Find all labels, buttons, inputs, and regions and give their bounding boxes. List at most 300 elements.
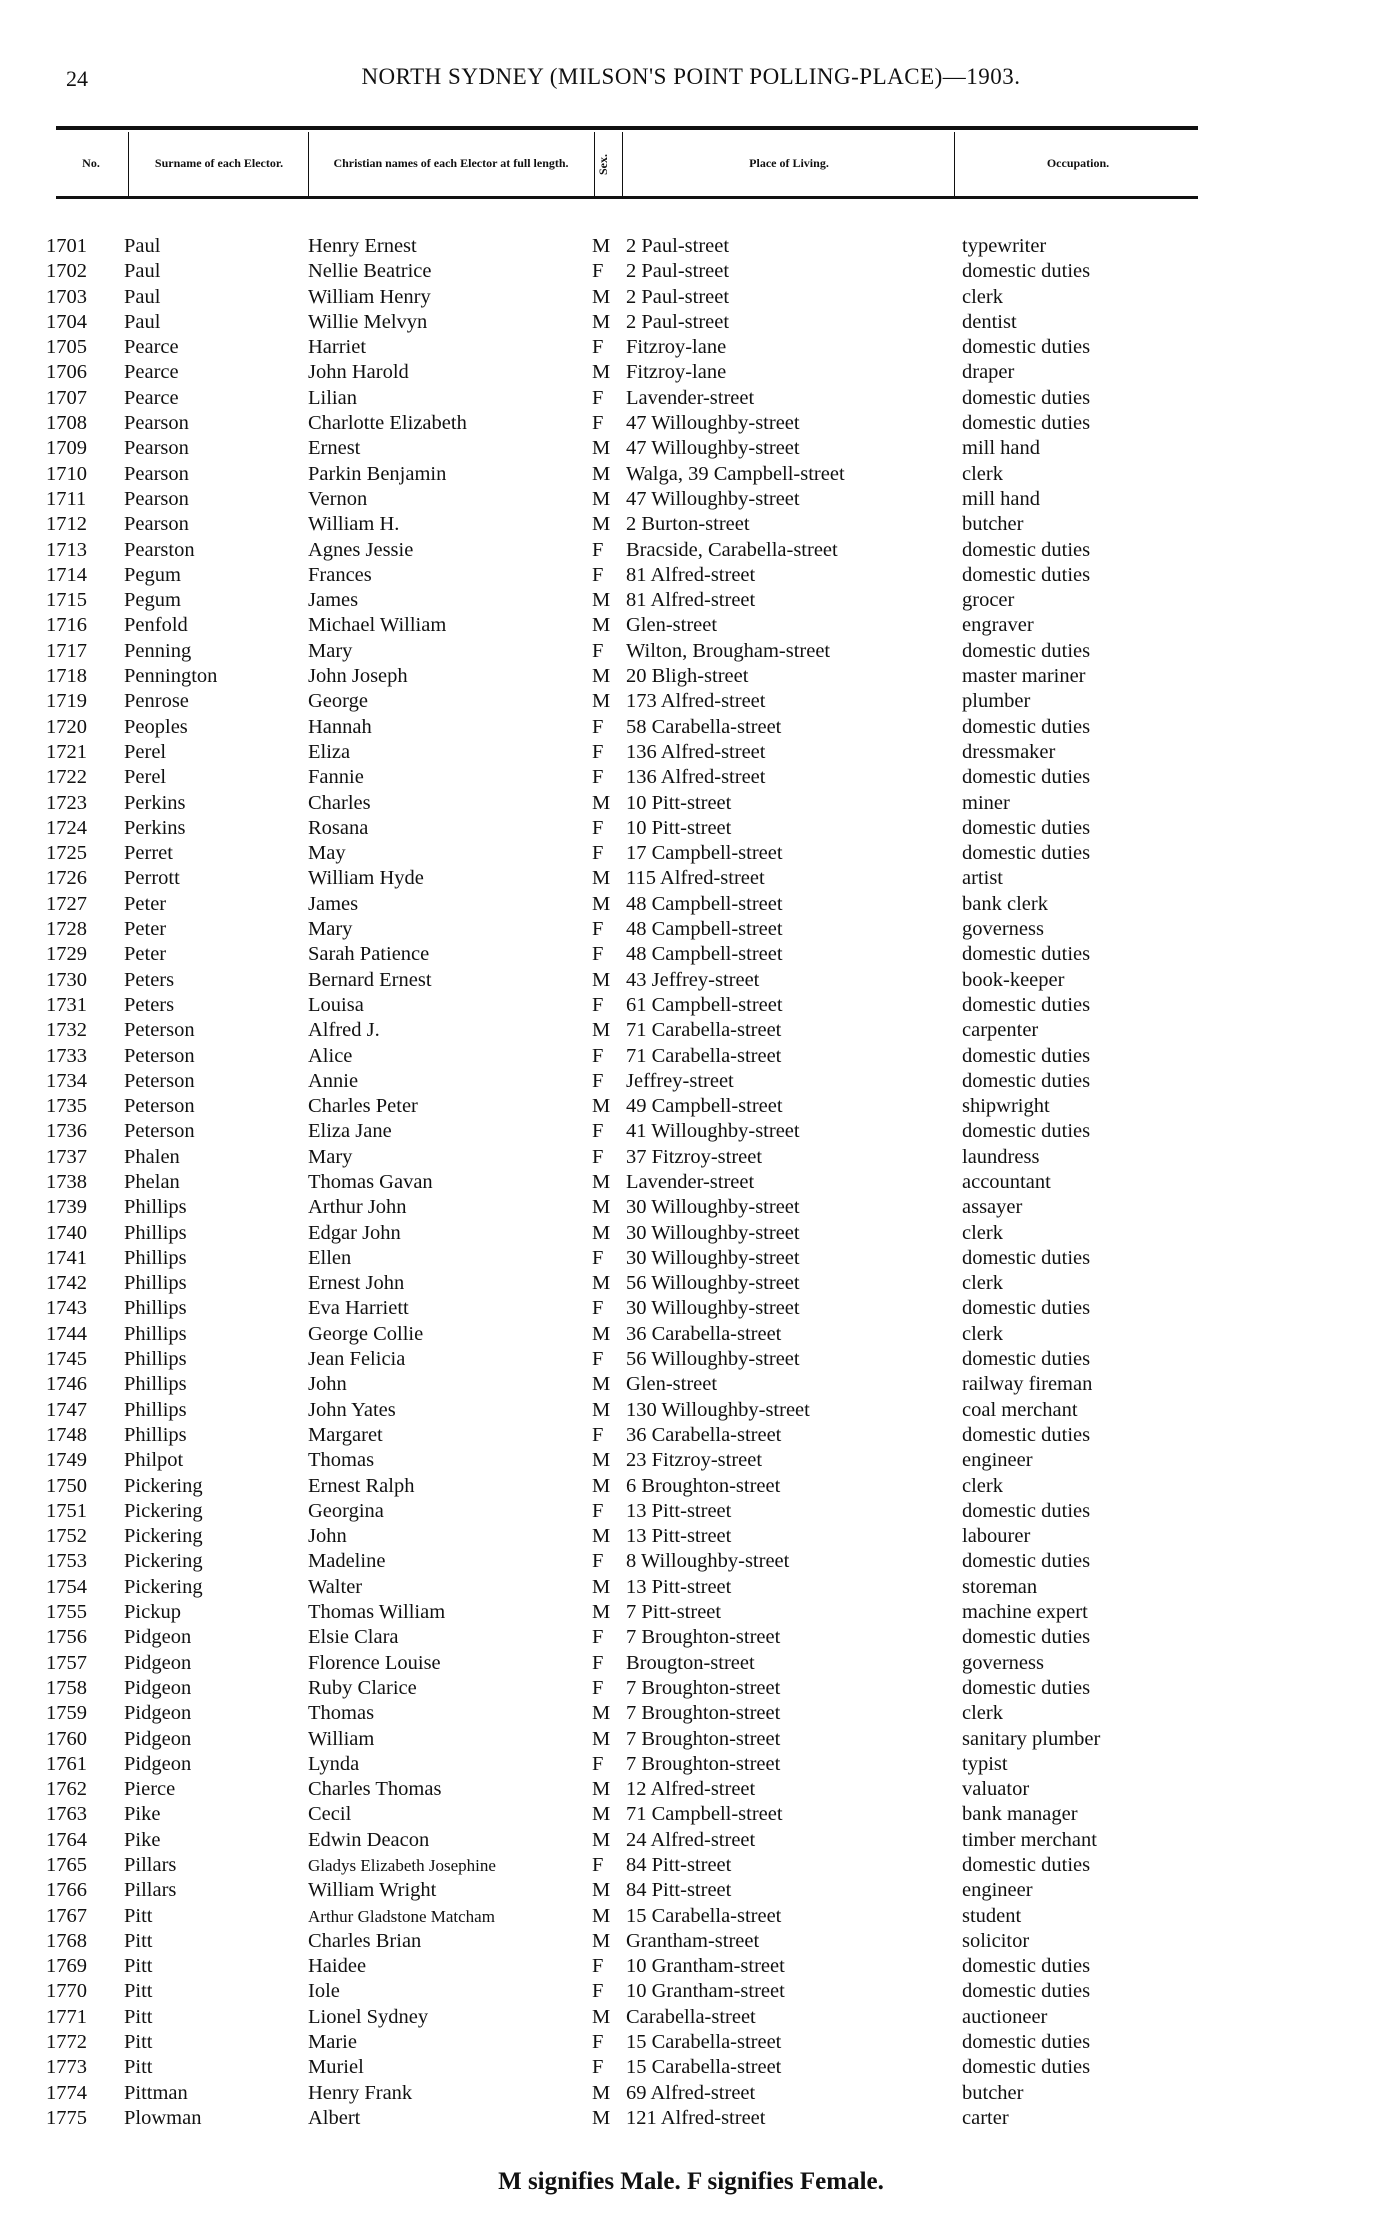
elector-place-of-living: 15 Carabella-street: [626, 1904, 782, 1927]
elector-christian-names: James: [308, 892, 359, 915]
elector-christian-names: Jean Felicia: [308, 1348, 406, 1371]
elector-occupation: grocer: [962, 589, 1015, 612]
elector-number: 1752: [46, 1525, 87, 1548]
table-row: [0, 1904, 1382, 1929]
elector-sex: M: [592, 690, 611, 713]
elector-number: 1758: [46, 1676, 87, 1699]
table-row: [0, 1777, 1382, 1802]
elector-number: 1760: [46, 1727, 87, 1750]
table-row: [0, 2055, 1382, 2080]
elector-surname: Peterson: [124, 1069, 195, 1092]
elector-occupation: domestic duties: [962, 842, 1091, 865]
elector-surname: Paul: [124, 310, 161, 333]
elector-sex: M: [592, 589, 611, 612]
elector-place-of-living: 7 Broughton-street: [626, 1676, 781, 1699]
elector-christian-names: Madeline: [308, 1550, 386, 1573]
elector-sex: F: [592, 1499, 604, 1522]
elector-place-of-living: 7 Broughton-street: [626, 1752, 781, 1775]
elector-surname: Pidgeon: [124, 1752, 192, 1775]
elector-sex: M: [592, 462, 611, 485]
elector-surname: Phalen: [124, 1145, 180, 1168]
elector-surname: Perret: [124, 842, 173, 865]
elector-place-of-living: 7 Pitt-street: [626, 1601, 722, 1624]
elector-sex: M: [592, 1221, 611, 1244]
elector-christian-names: Thomas Gavan: [308, 1170, 433, 1193]
elector-surname: Pearson: [124, 487, 189, 510]
elector-occupation: domestic duties: [962, 563, 1091, 586]
elector-sex: M: [592, 968, 611, 991]
elector-christian-names: Agnes Jessie: [308, 538, 414, 561]
elector-place-of-living: 71 Campbell-street: [626, 1803, 783, 1826]
elector-number: 1755: [46, 1601, 87, 1624]
table-row: [0, 1701, 1382, 1726]
elector-christian-names: Gladys Elizabeth Josephine: [308, 1856, 496, 1875]
elector-christian-names: Louisa: [308, 993, 364, 1016]
table-row: [0, 512, 1382, 537]
elector-surname: Pitt: [124, 1980, 153, 2003]
sex-legend: M signifies Male. F signifies Female.: [498, 2168, 884, 2195]
elector-occupation: domestic duties: [962, 538, 1091, 561]
elector-surname: Peters: [124, 968, 175, 991]
table-row: [0, 1094, 1382, 1119]
elector-surname: Peter: [124, 892, 167, 915]
table-row: [0, 1398, 1382, 1423]
elector-occupation: laundress: [962, 1145, 1040, 1168]
elector-occupation: domestic duties: [962, 1980, 1091, 2003]
elector-christian-names: Mary: [308, 1145, 353, 1168]
elector-christian-names: Arthur John: [308, 1196, 407, 1219]
table-row: [0, 1119, 1382, 1144]
elector-place-of-living: 130 Willoughby-street: [626, 1398, 810, 1421]
elector-number: 1707: [46, 386, 87, 409]
elector-christian-names: Parkin Benjamin: [308, 462, 447, 485]
elector-surname: Pickup: [124, 1601, 181, 1624]
elector-place-of-living: 2 Burton-street: [626, 513, 750, 536]
elector-place-of-living: Grantham-street: [626, 1929, 760, 1952]
elector-occupation: railway fireman: [962, 1373, 1093, 1396]
table-row: [0, 1954, 1382, 1979]
table-row: [0, 259, 1382, 284]
elector-christian-names: Marie: [308, 2031, 357, 2054]
elector-sex: F: [592, 1246, 604, 1269]
elector-place-of-living: Brougton-street: [626, 1651, 755, 1674]
elector-christian-names: Ernest: [308, 437, 361, 460]
elector-place-of-living: 24 Alfred-street: [626, 1828, 756, 1851]
elector-christian-names: Edwin Deacon: [308, 1828, 430, 1851]
elector-christian-names: Georgina: [308, 1499, 384, 1522]
elector-place-of-living: 10 Grantham-street: [626, 1955, 785, 1978]
elector-sex: F: [592, 1651, 604, 1674]
elector-sex: M: [592, 1828, 611, 1851]
table-row: [0, 411, 1382, 436]
elector-place-of-living: 47 Willoughby-street: [626, 487, 800, 510]
elector-occupation: plumber: [962, 690, 1031, 713]
elector-occupation: domestic duties: [962, 260, 1091, 283]
elector-number: 1747: [46, 1398, 87, 1421]
elector-surname: Pike: [124, 1803, 161, 1826]
elector-surname: Pitt: [124, 2031, 153, 2054]
elector-christian-names: John: [308, 1373, 347, 1396]
elector-place-of-living: 13 Pitt-street: [626, 1525, 732, 1548]
elector-sex: M: [592, 1272, 611, 1295]
column-divider: [622, 132, 623, 196]
elector-surname: Perrott: [124, 867, 180, 890]
elector-occupation: domestic duties: [962, 1246, 1091, 1269]
table-row: [0, 310, 1382, 335]
table-row: [0, 1195, 1382, 1220]
elector-number: 1706: [46, 361, 87, 384]
elector-christian-names: Thomas William: [308, 1601, 446, 1624]
elector-surname: Pegum: [124, 563, 181, 586]
table-row: [0, 335, 1382, 360]
elector-surname: Phillips: [124, 1196, 187, 1219]
elector-surname: Pearston: [124, 538, 195, 561]
elector-number: 1771: [46, 2005, 87, 2028]
elector-sex: F: [592, 740, 604, 763]
elector-sex: F: [592, 386, 604, 409]
header-rule-bottom: [56, 196, 1198, 199]
elector-place-of-living: 10 Pitt-street: [626, 816, 732, 839]
elector-place-of-living: 56 Willoughby-street: [626, 1272, 800, 1295]
elector-number: 1730: [46, 968, 87, 991]
table-row: [0, 1474, 1382, 1499]
elector-surname: Phillips: [124, 1423, 187, 1446]
elector-number: 1743: [46, 1297, 87, 1320]
elector-christian-names: George: [308, 690, 368, 713]
elector-place-of-living: 48 Campbell-street: [626, 892, 783, 915]
elector-number: 1705: [46, 336, 87, 359]
elector-surname: Pidgeon: [124, 1626, 192, 1649]
elector-number: 1721: [46, 740, 87, 763]
elector-place-of-living: 6 Broughton-street: [626, 1474, 781, 1497]
table-row: [0, 1853, 1382, 1878]
elector-number: 1775: [46, 2106, 87, 2129]
elector-christian-names: Iole: [308, 1980, 340, 2003]
elector-place-of-living: 115 Alfred-street: [626, 867, 765, 890]
elector-place-of-living: 7 Broughton-street: [626, 1702, 781, 1725]
elector-christian-names: Charles: [308, 791, 371, 814]
elector-occupation: typewriter: [962, 235, 1047, 257]
elector-sex: M: [592, 1398, 611, 1421]
table-row: [0, 917, 1382, 942]
elector-place-of-living: 17 Campbell-street: [626, 842, 783, 865]
elector-place-of-living: 173 Alfred-street: [626, 690, 766, 713]
elector-place-of-living: Wilton, Brougham-street: [626, 639, 831, 662]
table-row: [0, 1575, 1382, 1600]
elector-christian-names: Rosana: [308, 816, 369, 839]
elector-sex: M: [592, 361, 611, 384]
table-row: [0, 1296, 1382, 1321]
elector-sex: M: [592, 1575, 611, 1598]
elector-occupation: clerk: [962, 1322, 1003, 1345]
elector-christian-names: Fannie: [308, 766, 364, 789]
elector-occupation: assayer: [962, 1196, 1023, 1219]
elector-occupation: artist: [962, 867, 1003, 890]
elector-place-of-living: 30 Willoughby-street: [626, 1246, 800, 1269]
elector-christian-names: Lynda: [308, 1752, 360, 1775]
elector-christian-names: Frances: [308, 563, 372, 586]
table-row: [0, 2005, 1382, 2030]
elector-sex: M: [592, 437, 611, 460]
elector-place-of-living: 30 Willoughby-street: [626, 1297, 800, 1320]
elector-number: 1769: [46, 1955, 87, 1978]
elector-occupation: domestic duties: [962, 1297, 1091, 1320]
elector-christian-names: Mary: [308, 918, 353, 941]
elector-number: 1734: [46, 1069, 87, 1092]
elector-occupation: domestic duties: [962, 1955, 1091, 1978]
table-row: [0, 968, 1382, 993]
table-row: [0, 1271, 1382, 1296]
elector-number: 1757: [46, 1651, 87, 1674]
elector-surname: Paul: [124, 235, 161, 257]
elector-number: 1713: [46, 538, 87, 561]
table-row: [0, 866, 1382, 891]
elector-surname: Pickering: [124, 1474, 203, 1497]
elector-christian-names: Henry Frank: [308, 2081, 413, 2104]
elector-number: 1717: [46, 639, 87, 662]
elector-surname: Pidgeon: [124, 1676, 192, 1699]
table-row: [0, 664, 1382, 689]
elector-surname: Peterson: [124, 1095, 195, 1118]
elector-number: 1759: [46, 1702, 87, 1725]
elector-number: 1749: [46, 1449, 87, 1472]
elector-number: 1736: [46, 1120, 87, 1143]
elector-occupation: auctioneer: [962, 2005, 1048, 2028]
elector-place-of-living: 81 Alfred-street: [626, 589, 756, 612]
elector-surname: Pidgeon: [124, 1651, 192, 1674]
elector-sex: M: [592, 1601, 611, 1624]
elector-sex: F: [592, 1120, 604, 1143]
elector-christian-names: Willie Melvyn: [308, 310, 428, 333]
elector-occupation: butcher: [962, 513, 1024, 536]
elector-number: 1756: [46, 1626, 87, 1649]
elector-sex: F: [592, 1044, 604, 1067]
elector-surname: Phillips: [124, 1322, 187, 1345]
elector-number: 1742: [46, 1272, 87, 1295]
elector-surname: Pickering: [124, 1575, 203, 1598]
table-row: [0, 1322, 1382, 1347]
elector-sex: M: [592, 614, 611, 637]
elector-occupation: domestic duties: [962, 943, 1091, 966]
table-row: [0, 1979, 1382, 2004]
elector-place-of-living: 37 Fitzroy-street: [626, 1145, 763, 1168]
elector-number: 1726: [46, 867, 87, 890]
elector-number: 1770: [46, 1980, 87, 2003]
elector-occupation: engraver: [962, 614, 1034, 637]
elector-number: 1731: [46, 993, 87, 1016]
elector-sex: M: [592, 1879, 611, 1902]
elector-occupation: valuator: [962, 1778, 1030, 1801]
table-row: [0, 993, 1382, 1018]
elector-surname: Perel: [124, 740, 167, 763]
elector-place-of-living: Fitzroy-lane: [626, 336, 727, 359]
elector-sex: F: [592, 563, 604, 586]
elector-christian-names: James: [308, 589, 359, 612]
elector-sex: M: [592, 1474, 611, 1497]
elector-number: 1709: [46, 437, 87, 460]
elector-occupation: domestic duties: [962, 1550, 1091, 1573]
elector-number: 1704: [46, 310, 87, 333]
elector-occupation: mill hand: [962, 437, 1041, 460]
elector-occupation: domestic duties: [962, 1676, 1091, 1699]
table-row: [0, 1524, 1382, 1549]
elector-sex: M: [592, 235, 611, 257]
elector-number: 1761: [46, 1752, 87, 1775]
elector-place-of-living: 7 Broughton-street: [626, 1727, 781, 1750]
elector-christian-names: Eliza Jane: [308, 1120, 392, 1143]
elector-christian-names: Margaret: [308, 1423, 383, 1446]
elector-occupation: domestic duties: [962, 1854, 1091, 1876]
elector-sex: M: [592, 1727, 611, 1750]
elector-surname: Pearson: [124, 437, 189, 460]
elector-place-of-living: 136 Alfred-street: [626, 740, 766, 763]
elector-occupation: domestic duties: [962, 1626, 1091, 1649]
elector-number: 1718: [46, 665, 87, 688]
elector-christian-names: William Wright: [308, 1879, 437, 1902]
elector-number: 1750: [46, 1474, 87, 1497]
table-row: [0, 1802, 1382, 1827]
elector-place-of-living: 23 Fitzroy-street: [626, 1449, 763, 1472]
elector-occupation: domestic duties: [962, 1423, 1091, 1446]
elector-occupation: engineer: [962, 1449, 1033, 1472]
elector-place-of-living: Jeffrey-street: [626, 1069, 734, 1092]
elector-christian-names: George Collie: [308, 1322, 424, 1345]
elector-number: 1768: [46, 1929, 87, 1952]
elector-surname: Phillips: [124, 1348, 187, 1371]
elector-place-of-living: 2 Paul-street: [626, 310, 730, 333]
elector-occupation: governess: [962, 1651, 1044, 1674]
table-row: [0, 360, 1382, 385]
elector-place-of-living: 84 Pitt-street: [626, 1879, 732, 1902]
elector-surname: Pegum: [124, 589, 181, 612]
elector-number: 1722: [46, 766, 87, 789]
elector-christian-names: Sarah Patience: [308, 943, 430, 966]
elector-christian-names: Eliza: [308, 740, 351, 763]
table-row: [0, 1828, 1382, 1853]
elector-place-of-living: 136 Alfred-street: [626, 766, 766, 789]
elector-surname: Phillips: [124, 1221, 187, 1244]
elector-place-of-living: Fitzroy-lane: [626, 361, 727, 384]
table-row: [0, 1499, 1382, 1524]
elector-number: 1710: [46, 462, 87, 485]
elector-surname: Phelan: [124, 1170, 180, 1193]
elector-place-of-living: Walga, 39 Campbell-street: [626, 462, 845, 485]
table-row: [0, 942, 1382, 967]
elector-surname: Pitt: [124, 2056, 153, 2079]
elector-number: 1767: [46, 1904, 87, 1927]
elector-sex: F: [592, 412, 604, 435]
elector-sex: F: [592, 1676, 604, 1699]
table-row: [0, 1145, 1382, 1170]
elector-number: 1712: [46, 513, 87, 536]
elector-surname: Perkins: [124, 816, 186, 839]
table-row: [0, 2106, 1382, 2131]
table-row: [0, 1018, 1382, 1043]
column-header-surname: Surname of each Elector.: [154, 155, 284, 170]
elector-occupation: master mariner: [962, 665, 1086, 688]
column-divider: [128, 132, 129, 196]
page-number: 24: [66, 66, 88, 91]
elector-surname: Pearce: [124, 336, 179, 359]
elector-surname: Pidgeon: [124, 1702, 192, 1725]
elector-christian-names: John Yates: [308, 1398, 396, 1421]
elector-sex: M: [592, 487, 611, 510]
elector-christian-names: Ellen: [308, 1246, 352, 1269]
elector-occupation: domestic duties: [962, 336, 1091, 359]
elector-sex: F: [592, 842, 604, 865]
elector-christian-names: Alfred J.: [308, 1019, 380, 1042]
elector-place-of-living: 8 Willoughby-street: [626, 1550, 790, 1573]
elector-surname: Pillars: [124, 1854, 177, 1876]
table-row: [0, 538, 1382, 563]
elector-number: 1723: [46, 791, 87, 814]
elector-surname: Peterson: [124, 1120, 195, 1143]
elector-surname: Peters: [124, 993, 175, 1016]
table-row: [0, 1651, 1382, 1676]
elector-sex: F: [592, 336, 604, 359]
elector-occupation: governess: [962, 918, 1044, 941]
table-row: [0, 715, 1382, 740]
elector-place-of-living: 48 Campbell-street: [626, 918, 783, 941]
table-row: [0, 1676, 1382, 1701]
elector-sex: F: [592, 538, 604, 561]
elector-christian-names: Hannah: [308, 715, 372, 738]
header-rule-top: [56, 126, 1198, 130]
elector-occupation: engineer: [962, 1879, 1033, 1902]
elector-place-of-living: 2 Paul-street: [626, 260, 730, 283]
elector-christian-names: William H.: [308, 513, 400, 536]
table-row: [0, 740, 1382, 765]
elector-place-of-living: 15 Carabella-street: [626, 2031, 782, 2054]
elector-sex: F: [592, 639, 604, 662]
elector-place-of-living: 71 Carabella-street: [626, 1044, 782, 1067]
table-row: [0, 386, 1382, 411]
elector-christian-names: Harriet: [308, 336, 367, 359]
elector-place-of-living: 41 Willoughby-street: [626, 1120, 800, 1143]
elector-sex: M: [592, 867, 611, 890]
elector-surname: Pearce: [124, 386, 179, 409]
elector-christian-names: Edgar John: [308, 1221, 401, 1244]
elector-surname: Paul: [124, 285, 161, 308]
elector-christian-names: John Joseph: [308, 665, 408, 688]
table-row: [0, 1727, 1382, 1752]
elector-number: 1701: [46, 235, 87, 257]
elector-surname: Penfold: [124, 614, 188, 637]
elector-place-of-living: 84 Pitt-street: [626, 1854, 732, 1876]
elector-sex: F: [592, 1423, 604, 1446]
elector-sex: M: [592, 1373, 611, 1396]
elector-christian-names: Bernard Ernest: [308, 968, 432, 991]
elector-sex: M: [592, 1525, 611, 1548]
elector-sex: F: [592, 1550, 604, 1573]
elector-christian-names: Lilian: [308, 386, 357, 409]
elector-occupation: bank clerk: [962, 892, 1048, 915]
elector-surname: Pidgeon: [124, 1727, 192, 1750]
elector-occupation: draper: [962, 361, 1015, 384]
elector-number: 1774: [46, 2081, 87, 2104]
table-row: [0, 588, 1382, 613]
table-row: [0, 791, 1382, 816]
elector-occupation: carter: [962, 2106, 1009, 2129]
elector-number: 1772: [46, 2031, 87, 2054]
elector-surname: Peterson: [124, 1019, 195, 1042]
elector-occupation: butcher: [962, 2081, 1024, 2104]
column-header-no: No.: [82, 155, 100, 170]
elector-christian-names: John Harold: [308, 361, 409, 384]
elector-sex: F: [592, 1069, 604, 1092]
table-row: [0, 285, 1382, 310]
elector-sex: M: [592, 1904, 611, 1927]
